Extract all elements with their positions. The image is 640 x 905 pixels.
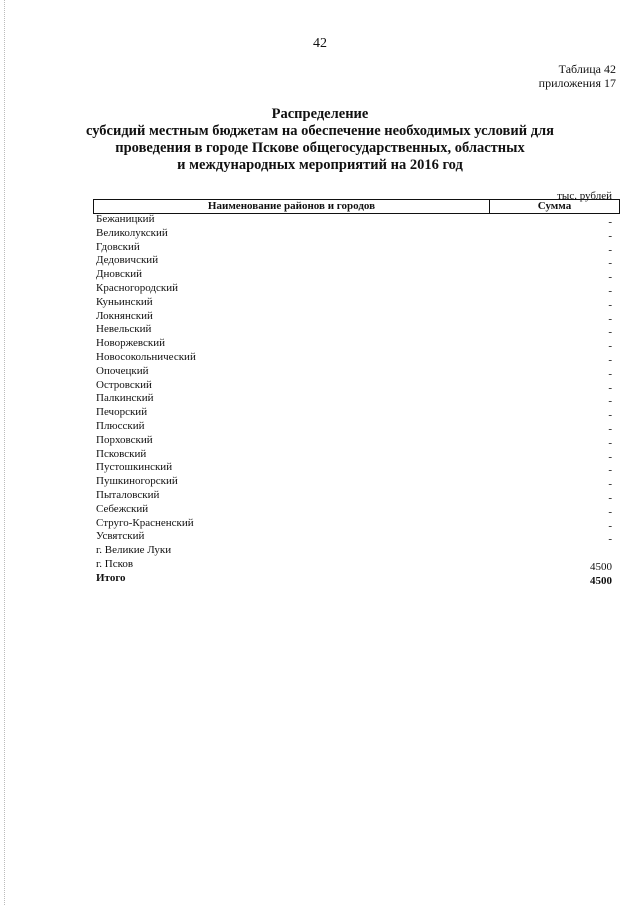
- row-name: Гдовский: [96, 240, 140, 253]
- row-name: Струго-Красненский: [96, 516, 194, 529]
- table-row: [96, 213, 612, 227]
- total-row: [96, 572, 612, 586]
- row-name: Новосокольнический: [96, 350, 196, 363]
- row-value: -: [608, 284, 612, 297]
- column-header-name: Наименование районов и городов: [94, 200, 490, 213]
- table-row: [96, 406, 612, 420]
- row-value: -: [608, 229, 612, 242]
- row-name: Куньинский: [96, 295, 153, 308]
- table-row: [96, 296, 612, 310]
- row-value: -: [608, 312, 612, 325]
- table-row: [96, 227, 612, 241]
- table-reference: [539, 62, 616, 90]
- table-body: [96, 213, 612, 586]
- row-value: -: [608, 478, 612, 491]
- table-row: [96, 310, 612, 324]
- table-row: [96, 379, 612, 393]
- row-name: Плюсский: [96, 419, 145, 432]
- row-name: Дедовичский: [96, 254, 159, 267]
- table-reference-line2: приложения 17: [538, 76, 616, 90]
- table-row: [96, 337, 612, 351]
- row-value: -: [608, 464, 612, 477]
- table-row: [96, 254, 612, 268]
- row-name: Красногородский: [96, 281, 179, 294]
- table-row: [96, 461, 612, 475]
- table-row: [96, 434, 612, 448]
- row-value: -: [608, 505, 612, 518]
- row-value: -: [608, 422, 612, 435]
- page-number: 42: [313, 36, 327, 51]
- table-row: [96, 282, 612, 296]
- table-row: [96, 517, 612, 531]
- row-name: Псковский: [96, 447, 147, 460]
- row-value: -: [608, 409, 612, 422]
- table-row: [96, 448, 612, 462]
- title-line3: проведения в городе Пскове общегосударственных, областных: [115, 140, 525, 156]
- row-name: Островский: [96, 378, 152, 391]
- row-value: -: [608, 340, 612, 353]
- row-name: Опочецкий: [96, 364, 149, 377]
- row-name: Дновский: [96, 268, 143, 281]
- row-name: Порховский: [96, 433, 153, 446]
- title-line4: и международных мероприятий на 2016 год: [177, 157, 463, 173]
- table-header: [93, 199, 620, 214]
- row-value: -: [608, 491, 612, 504]
- column-header-sum: Сумма: [537, 200, 572, 212]
- row-name: Пыталовский: [96, 488, 160, 501]
- row-value: 4500: [590, 560, 612, 573]
- table-row: [96, 365, 612, 379]
- row-name: Бежаницкий: [96, 213, 155, 225]
- row-value: -: [608, 298, 612, 311]
- row-value: -: [608, 353, 612, 366]
- row-value: -: [608, 381, 612, 394]
- row-value: -: [608, 243, 612, 256]
- row-value: -: [608, 216, 612, 228]
- title-line1: Распределение: [271, 106, 369, 122]
- row-value: -: [608, 326, 612, 339]
- row-name: г. Псков: [96, 557, 134, 570]
- row-value: -: [608, 533, 612, 546]
- table-row: [96, 475, 612, 489]
- scan-margin-line: [4, 0, 5, 905]
- row-value: -: [608, 519, 612, 532]
- units-label: тыс. рублей: [557, 190, 612, 202]
- row-name: Великолукский: [96, 226, 168, 239]
- table-row: [96, 503, 612, 517]
- row-name: Печорский: [96, 406, 148, 419]
- table-row: [96, 420, 612, 434]
- row-name: Усвятский: [96, 530, 145, 543]
- table-row: [96, 530, 612, 544]
- row-value: -: [608, 271, 612, 284]
- table-row: [96, 351, 612, 365]
- table-row: [96, 392, 612, 406]
- title-line2: субсидий местным бюджетам на обеспечение необходимых условий для: [85, 123, 555, 139]
- row-value: -: [608, 367, 612, 380]
- row-name: Пушкиногорский: [96, 475, 178, 488]
- row-name: Палкинский: [96, 392, 154, 405]
- row-name: Себежский: [96, 502, 149, 515]
- total-value: 4500: [590, 574, 612, 587]
- row-name: Новоржевский: [96, 337, 166, 350]
- row-value: -: [608, 436, 612, 449]
- total-label: Итого: [96, 571, 126, 584]
- document-title: [80, 106, 560, 174]
- row-name: Невельский: [96, 323, 152, 336]
- table-row: [96, 558, 612, 572]
- row-name: Локнянский: [96, 309, 153, 322]
- table-row: [96, 268, 612, 282]
- table-row: [96, 241, 612, 255]
- row-value: -: [608, 257, 612, 270]
- row-value: -: [608, 395, 612, 408]
- row-name: г. Великие Луки: [96, 544, 172, 557]
- table-row: [96, 323, 612, 337]
- table-reference-line1: Таблица 42: [558, 62, 616, 76]
- row-value: -: [608, 450, 612, 463]
- table-row: [96, 489, 612, 503]
- table-row: [96, 544, 612, 558]
- row-name: Пустошкинский: [96, 461, 173, 474]
